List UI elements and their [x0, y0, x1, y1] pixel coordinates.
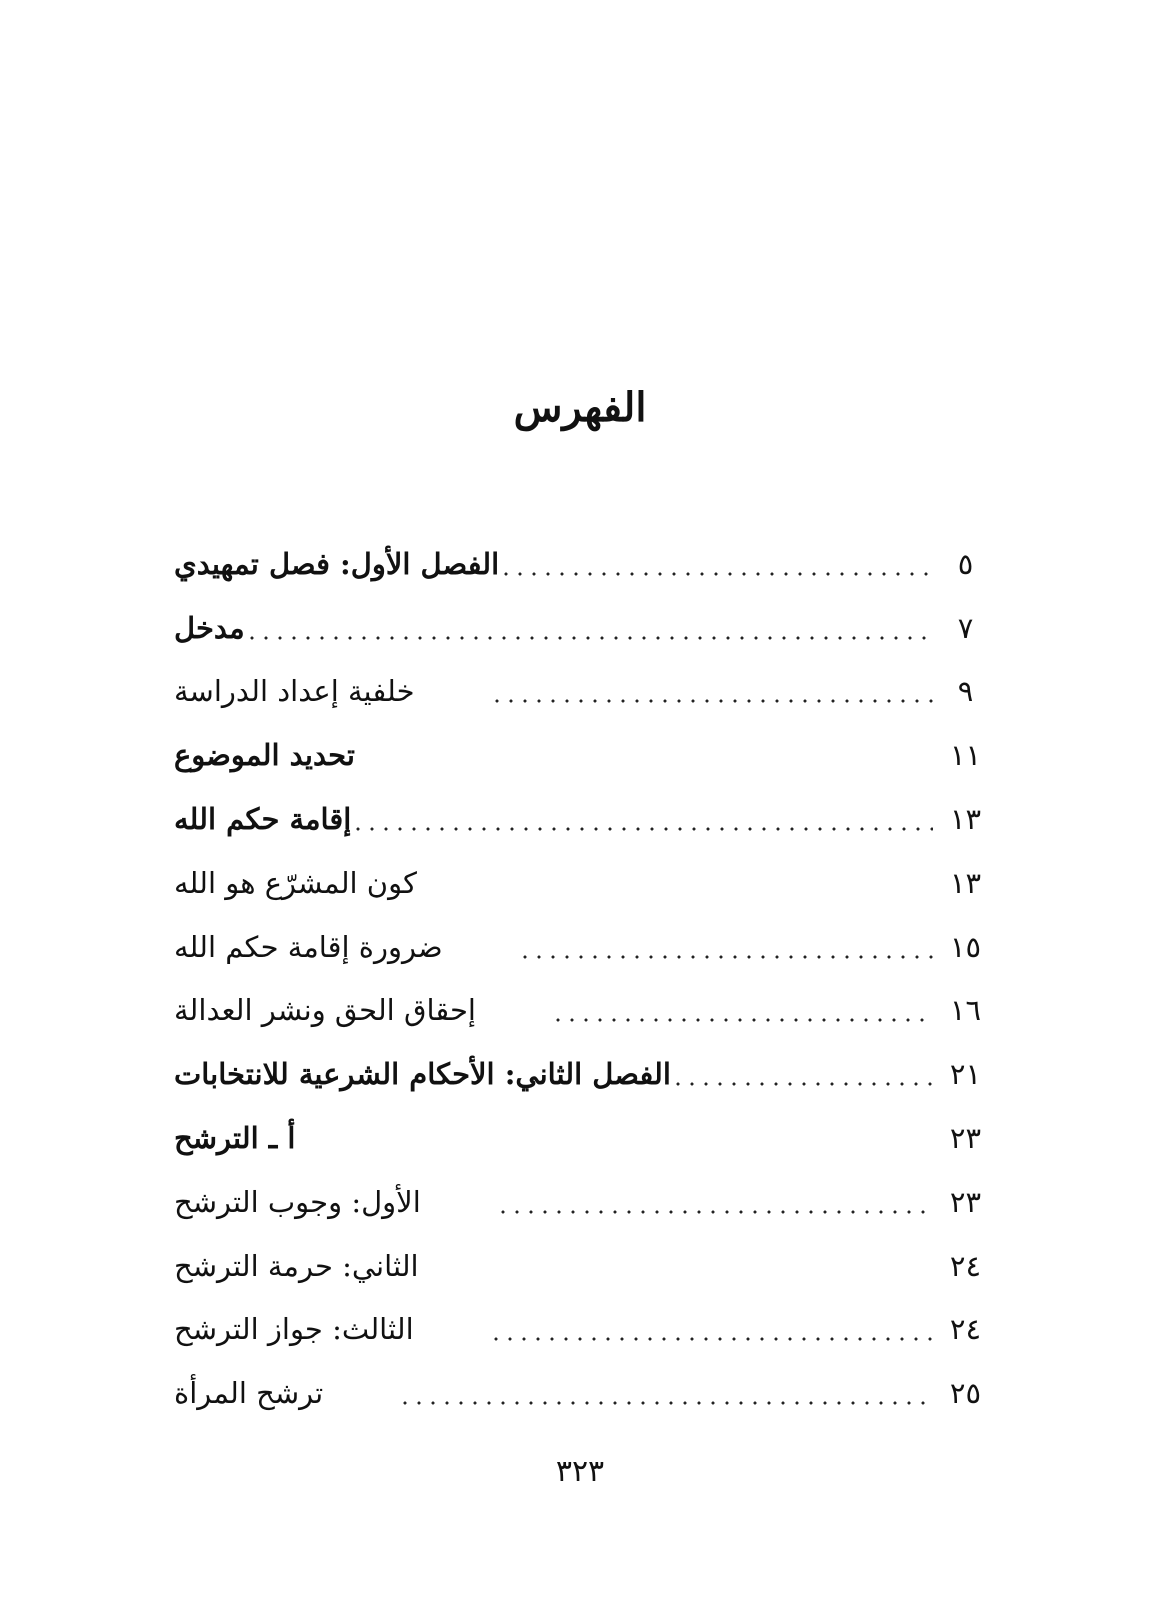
toc-entry-title: ترشح المرأة — [160, 1373, 323, 1413]
toc-entry[interactable] — [160, 787, 1010, 851]
toc-entry-page-number: ١٦ — [949, 993, 982, 1028]
page-number: ٣٢٣ — [555, 1454, 605, 1489]
toc-dot-leader — [351, 799, 933, 839]
table-of-contents — [160, 532, 1010, 1425]
toc-entry-title: خلفية إعداد الدراسة — [160, 671, 415, 711]
toc-entry-page-number: ١١ — [949, 738, 982, 773]
toc-dot-leader — [490, 671, 933, 711]
toc-dot-leader — [492, 863, 933, 903]
toc-entry-title: تحديد الموضوع — [160, 735, 355, 775]
toc-entry-page-number: ٥ — [957, 546, 974, 581]
toc-entry[interactable] — [160, 532, 1010, 596]
toc-entry[interactable] — [160, 723, 1010, 787]
toc-entry-title: الأول: وجوب الترشح — [160, 1182, 421, 1222]
toc-entry[interactable] — [160, 660, 1010, 724]
toc-entry-page-number: ٢٤ — [949, 1248, 982, 1283]
toc-entry-page-number: ٢٥ — [949, 1376, 982, 1411]
toc-entry[interactable] — [160, 1106, 1010, 1170]
toc-entry-title: الفصل الثاني: الأحكام الشرعية للانتخابات — [160, 1054, 671, 1094]
toc-dot-leader — [551, 990, 933, 1030]
toc-dot-leader — [496, 1182, 933, 1222]
toc-entry-page-number: ١٥ — [949, 929, 982, 964]
toc-entry[interactable] — [160, 1361, 1010, 1425]
toc-dot-leader — [499, 544, 933, 584]
toc-entry[interactable] — [160, 1234, 1010, 1298]
toc-dot-leader — [494, 1246, 933, 1286]
toc-entry-page-number: ٢٣ — [949, 1121, 982, 1156]
toc-dot-leader — [489, 1309, 933, 1349]
toc-entry-page-number: ٢١ — [949, 1057, 982, 1092]
toc-entry-title: أ ـ الترشح — [160, 1118, 295, 1158]
toc-entry-page-number: ١٣ — [949, 802, 982, 837]
page-title: الفهرس — [513, 384, 647, 431]
toc-dot-leader — [518, 927, 933, 967]
toc-dot-leader — [355, 735, 933, 775]
toc-entry-title: الثاني: حرمة الترشح — [160, 1246, 419, 1286]
toc-entry-title: إحقاق الحق ونشر العدالة — [160, 990, 476, 1030]
toc-entry-title: ضرورة إقامة حكم الله — [160, 927, 443, 967]
toc-entry-page-number: ١٣ — [949, 865, 982, 900]
toc-entry[interactable] — [160, 915, 1010, 979]
toc-entry-title: الفصل الأول: فصل تمهيدي — [160, 544, 499, 584]
toc-entry[interactable] — [160, 851, 1010, 915]
toc-dot-leader — [671, 1054, 933, 1094]
toc-entry-page-number: ٧ — [957, 610, 974, 645]
toc-entry-title: كون المشرّع هو الله — [160, 863, 417, 903]
toc-dot-leader — [295, 1118, 933, 1158]
toc-entry[interactable] — [160, 1298, 1010, 1362]
toc-entry-title: الثالث: جواز الترشح — [160, 1309, 414, 1349]
toc-entry-page-number: ٢٣ — [949, 1184, 982, 1219]
toc-entry[interactable] — [160, 1170, 1010, 1234]
toc-entry-title: إقامة حكم الله — [160, 799, 351, 839]
toc-entry[interactable] — [160, 1042, 1010, 1106]
toc-dot-leader — [398, 1373, 933, 1413]
toc-dot-leader — [245, 608, 933, 648]
toc-entry[interactable] — [160, 979, 1010, 1043]
toc-entry[interactable] — [160, 596, 1010, 660]
toc-entry-page-number: ٩ — [957, 674, 974, 709]
toc-entry-page-number: ٢٤ — [949, 1312, 982, 1347]
toc-entry-title: مدخل — [160, 608, 245, 648]
